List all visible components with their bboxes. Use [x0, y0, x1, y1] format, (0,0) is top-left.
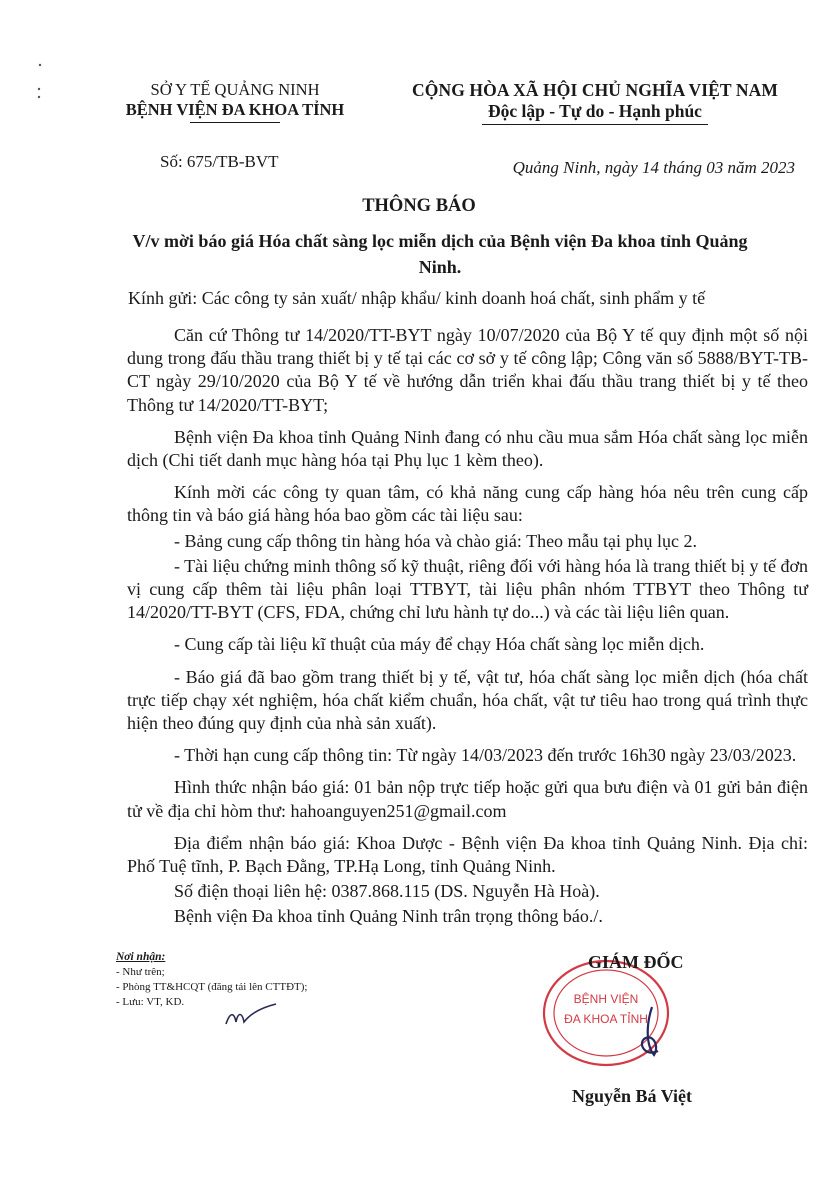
recipients-item: - Phòng TT&HCQT (đăng tải lên CTTĐT); [116, 981, 308, 993]
recipient-line: Kính gửi: Các công ty sản xuất/ nhập khẩu/ kinh doanh hoá chất, sinh phẩm y tế [128, 288, 706, 308]
seal-line-1: BỆNH VIỆN [573, 992, 639, 1006]
document-body [127, 324, 808, 938]
national-motto [380, 80, 810, 125]
document-date: Quảng Ninh, ngày 14 tháng 03 năm 2023 [512, 158, 795, 177]
body-paragraph: - Bảng cung cấp thông tin hàng hóa và chào giá: Theo mẫu tại phụ lục 2. [174, 530, 698, 551]
motto-underline [482, 124, 708, 125]
body-paragraph: - Thời hạn cung cấp thông tin: Từ ngày 14/03/2023 đến trước 16h30 ngày 23/03/2023. [174, 745, 797, 766]
recipients-item: - Lưu: VT, KD. [116, 996, 185, 1008]
recipients-item: - Như trên; [116, 966, 165, 978]
body-paragraph: Địa điểm nhận báo giá: Khoa Dược - Bệnh viện Đa khoa tỉnh Quảng Ninh. Địa chỉ: Phố Tuệ tĩnh, P. Bạch Đằng, TP.Hạ Long, tỉnh Quảng Ninh. [127, 832, 808, 877]
body-paragraph: Bệnh viện Đa khoa tỉnh Quảng Ninh đang có nhu cầu mua sắm Hóa chất sàng lọc miễn dịch (Chi tiết danh mục hàng hóa tại Phụ lục 1 kèm theo). [127, 426, 808, 471]
document-title: THÔNG BÁO [362, 196, 476, 216]
official-seal [534, 955, 684, 1075]
country-name: CỘNG HÒA XÃ HỘI CHỦ NGHĨA VIỆT NAM [412, 80, 778, 100]
body-paragraph: Bệnh viện Đa khoa tỉnh Quảng Ninh trân trọng thông báo./. [174, 906, 603, 927]
agency-parent: SỞ Y TẾ QUẢNG NINH [150, 80, 320, 99]
initials-mark [220, 1000, 280, 1030]
body-paragraph: - Cung cấp tài liệu kĩ thuật của máy để chạy Hóa chất sàng lọc miễn dịch. [174, 634, 705, 655]
agency-underline [190, 122, 280, 123]
margin-marks [36, 62, 44, 102]
body-paragraph: - Tài liệu chứng minh thông số kỹ thuật, riêng đối với hàng hóa là trang thiết bị y tế đơn vị cung cấp thêm tài liệu phân loại TTBYT, tài liệu phân nhóm TTBYT theo Thông tư 14/2020/TT-BYT (CFS, FDA, chứng chỉ lưu hành tự do...) và các tài liệu liên quan. [127, 555, 808, 623]
signer-title: GIÁM ĐỐC [588, 952, 684, 972]
motto: Độc lập - Tự do - Hạnh phúc [488, 101, 702, 121]
issuing-agency [100, 80, 370, 123]
agency-name: BỆNH VIỆN ĐA KHOA TỈNH [125, 100, 345, 119]
body-paragraph: Căn cứ Thông tư 14/2020/TT-BYT ngày 10/07/2020 của Bộ Y tế quy định một số nội dung trong đấu thầu trang thiết bị y tế tại các cơ sở y tế công lập; Công văn số 5888/BYT-TB-CT ngày 29/10/2020 của Bộ Y tế về hướng dẫn triển khai đấu thầu trang thiết bị y tế theo Thông tư 14/2020/TT-BYT; [127, 325, 808, 415]
document-number: Số: 675/TB-BVT [160, 152, 279, 171]
body-paragraph: Số điện thoại liên hệ: 0387.868.115 (DS. Nguyễn Hà Hoà). [174, 881, 600, 902]
signer-name: Nguyễn Bá Việt [572, 1086, 693, 1106]
body-paragraph: - Báo giá đã bao gồm trang thiết bị y tế, vật tư, hóa chất sàng lọc miễn dịch (hóa chất trực tiếp chạy xét nghiệm, hóa chất kiểm chuẩn, hóa chất, vật tư tiêu hao trong quá trình thực hiện theo đúng quy định của nhà sản xuất). [127, 666, 808, 734]
document-subject: V/v mời báo giá Hóa chất sàng lọc miễn dịch của Bệnh viện Đa khoa tỉnh Quảng Ninh. [132, 231, 748, 277]
body-paragraph: Hình thức nhận báo giá: 01 bản nộp trực tiếp hoặc gửi qua bưu điện và 01 gửi bản điện tử về địa chỉ hòm thư: hahoanguyen251@gmail.com [127, 777, 808, 821]
body-paragraph: Kính mời các công ty quan tâm, có khả năng cung cấp hàng hóa nêu trên cung cấp thông tin và báo giá hàng hóa bao gồm các tài liệu sau: [127, 482, 808, 526]
seal-line-2: ĐA KHOA TỈNH [564, 1012, 648, 1026]
recipients-title: Nơi nhận: [116, 951, 166, 963]
